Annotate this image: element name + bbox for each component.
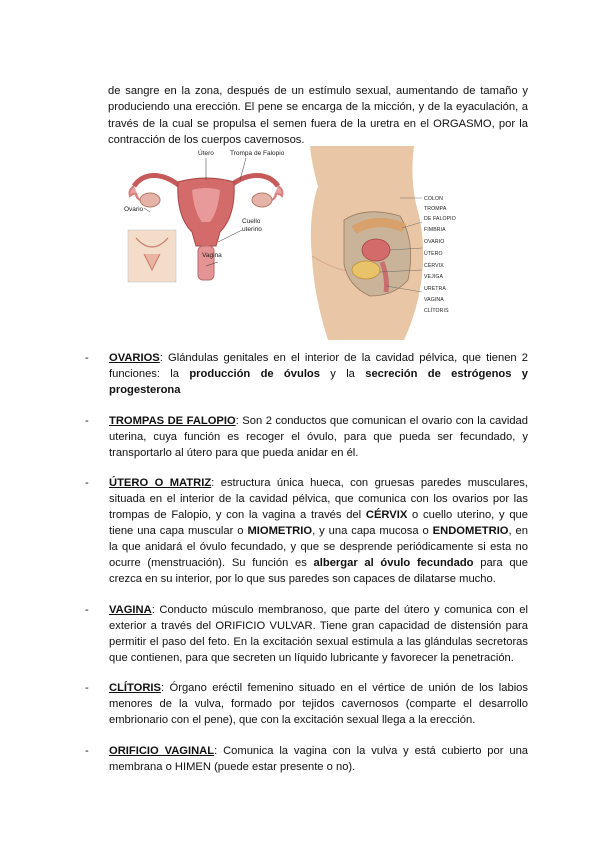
- list-dash: -: [85, 477, 89, 490]
- item-text: , en la que anidará el óvulo fecundado, y que se desprende periódicamente si esta no ocurre (menstruación). Su función es: [109, 525, 528, 569]
- label-fimbria: FIMBRIA: [424, 227, 446, 233]
- term-utero: ÚTERO O MATRIZ: [109, 477, 212, 490]
- list-item-trompas: [85, 414, 528, 462]
- label-ovario: Ovario: [124, 206, 144, 213]
- bold-text: MIOMETRIO: [247, 525, 313, 538]
- item-text: : Conducto músculo membranoso, que parte del útero y comunica con el exterior a través del ORIFICIO VULVAR. Tiene gran capacidad de distensión para permitir el paso del feto. En la excitación sexual estimula a las glándulas secretoras que contienen, para que secreten un líquido lubricante y favorecer la penetración.: [109, 603, 528, 664]
- list-item-vagina: [85, 603, 528, 667]
- item-text: y la: [319, 367, 366, 380]
- term-ovarios: OVARIOS: [109, 352, 160, 364]
- label-utero: Útero: [198, 150, 214, 157]
- label-trompa-r: TROMPA: [424, 206, 447, 212]
- definition-list: [85, 351, 528, 791]
- item-text: : Comunica la vagina con la vulva y está cubierto por una membrana o HIMEN (puede estar presente o no).: [109, 745, 529, 774]
- label-uretra: URETRA: [424, 286, 446, 292]
- list-dash: -: [85, 682, 89, 695]
- torso-labels: [424, 194, 456, 317]
- term-orificio-vaginal: ORIFICIO VAGINAL: [109, 745, 215, 758]
- list-dash: -: [85, 414, 89, 427]
- uterus-illustration: [122, 146, 292, 286]
- list-item-ovarios: [85, 351, 528, 399]
- term-trompas: TROMPAS DE FALOPIO: [109, 414, 236, 427]
- list-item-utero: [85, 476, 528, 587]
- label-utero-r: ÚTERO: [424, 251, 443, 257]
- bold-text: ENDOMETRIO: [432, 525, 509, 538]
- item-text: , y una capa mucosa o: [312, 525, 433, 538]
- torso-diagram: [304, 146, 482, 340]
- label-colon: COLON: [424, 196, 443, 202]
- label-cervix: CÉRVIX: [424, 263, 444, 269]
- term-clitoris: CLÍTORIS: [109, 682, 162, 695]
- label-trompa: Trompa de Falopio: [230, 150, 285, 157]
- uterus-diagram: [122, 146, 292, 286]
- item-text: : estructura única hueca, con gruesas paredes musculares, situada en el interior de la cavidad pélvica, que comunica con los ovarios por las trompas de Falopio, y con la vagina a través del: [109, 477, 528, 522]
- term-vagina: VAGINA: [109, 603, 152, 616]
- label-de-falopio: DE FALOPIO: [424, 216, 456, 222]
- item-text: : Son 2 conductos que comunican el ovario con la cavidad uterina, cuya función es recoger el óvulo, para que pueda ser fecundado, y transportarlo al útero para que pueda anidar en él.: [109, 414, 528, 459]
- list-dash: -: [85, 603, 89, 616]
- item-text: o cuello uterino, y que tiene una capa muscular o: [109, 509, 528, 538]
- item-text: : Órgano eréctil femenino situado en el vértice de unión de los labios menores de la vulva, formado por tejidos cavernosos (comparte el desarrollo embrionario con el pene), que con la excitación sexual llega a la erección.: [109, 682, 528, 727]
- bold-text: albergar al óvulo fecundado: [313, 556, 474, 569]
- intro-paragraph: de sangre en la zona, después de un estímulo sexual, aumentando de tamaño y produciendo una erección. El pene se encarga de la micción, y de la eyaculación, a través de la cual se propulsa el semen fuera de la uretra en el ORGASMO, por la contracción de los cuerpos cavernosos.: [108, 85, 528, 146]
- bold-text: secreción de estrógenos y progesterona: [109, 367, 528, 396]
- label-cuello: Cuello: [242, 218, 261, 225]
- item-text: para que crezca en su interior, por lo que sus paredes son capaces de dilatarse mucho.: [109, 556, 528, 585]
- list-item-orificio: [85, 744, 528, 776]
- bold-text: CÉRVIX: [365, 509, 408, 522]
- label-vejiga: VEJIGA: [424, 274, 444, 280]
- list-dash: -: [85, 352, 89, 364]
- label-vagina: Vagina: [202, 252, 222, 259]
- list-dash: -: [85, 745, 89, 758]
- list-item-clitoris: [85, 681, 528, 729]
- item-text: : Glándulas genitales en el interior de la cavidad pélvica, que tienen 2 funciones: la: [109, 352, 528, 380]
- bold-text: producción de óvulos: [189, 367, 320, 380]
- label-vagina-r: VAGINA: [424, 297, 444, 303]
- label-ovario-r: OVARIO: [424, 239, 445, 245]
- label-clitoris: CLÍTORIS: [424, 308, 449, 314]
- label-uterino: uterino: [242, 226, 262, 233]
